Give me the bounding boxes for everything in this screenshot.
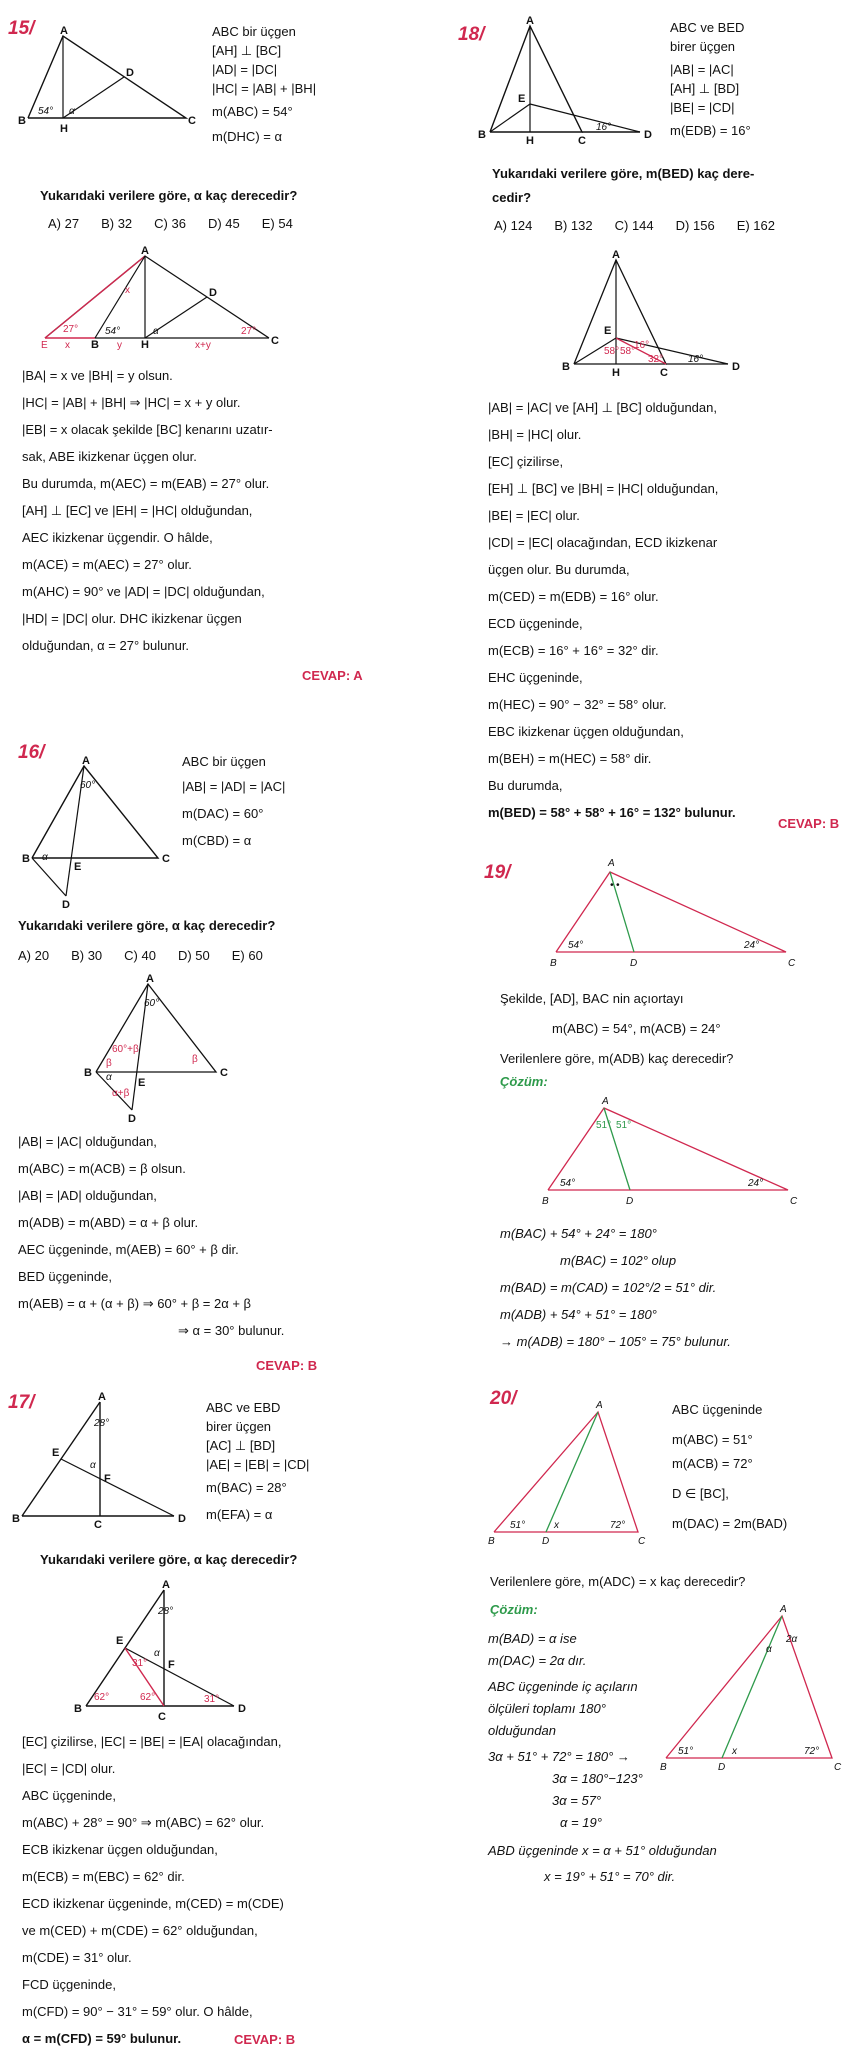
problem-15-question: Yukarıdaki verilere göre, α kaç derecedir?: [40, 188, 298, 203]
problem-20-solution: m(BAD) = α ise m(DAC) = 2α dır. ABC üçgeninde iç açıların ölçüleri toplamı 180° olduğundan 3α + 51° + 72° = 180° → 3α = 180°−123° 3α = 57° α = 19° ABD üçgeninde x = α + 51° olduğundan x = 19° + 51° = 70° dir.: [488, 1631, 717, 1884]
svg-text:54°: 54°: [560, 1178, 576, 1189]
problem-18-question-cont: cedir?: [492, 190, 532, 205]
problem-19-givens: Şekilde, [AD], BAC nin açıortayı m(ABC) = 54°, m(ACB) = 24° Verilenlere göre, m(ADB) kaç derecedir?: [500, 991, 734, 1066]
svg-text:α: α: [42, 852, 48, 863]
problem-20-cozum-label: Çözüm:: [490, 1602, 538, 1617]
svg-text:C: C: [162, 853, 170, 865]
problem-18-answer: CEVAP: B: [778, 816, 840, 831]
svg-text:E: E: [604, 325, 612, 337]
svg-text:16°: 16°: [596, 122, 612, 133]
svg-text:A: A: [608, 858, 615, 869]
svg-text:D: D: [238, 1703, 246, 1715]
svg-text:E: E: [138, 1077, 146, 1089]
svg-text:D: D: [178, 1513, 186, 1525]
svg-text:α+β: α+β: [112, 1088, 130, 1099]
svg-text:E: E: [116, 1635, 124, 1647]
problem-15-solution: |BA| = x ve |BH| = y olsun. |HC| = |AB| + |BH| ⇒ |HC| = x + y olur. |EB| = x olacak şekilde [BC] kenarını uzatır- sak, ABE ikizkenar üçgen olur. Bu durumda, m(AEC) = m(EAB) = 27° olur. [AH] ⊥ [EC] ve |EH| = |HC| olduğundan, AEC ikizkenar üçgendir. O hâlde, m(ACE) = m(AEC) = 27° olur. m(AHC) = 90° ve |AD| = |DC| olduğundan, |HD| = |DC| olur. DHC ikizkenar üçgen olduğundan, α = 27° bulunur.: [22, 368, 273, 653]
svg-text:B: B: [542, 1196, 549, 1207]
problem-15-givens: ABC bir üçgen [AH] ⊥ [BC] |AD| = |DC| |HC| = |AB| + |BH| m(ABC) = 54° m(DHC) = α: [212, 24, 317, 144]
problem-17-answer: CEVAP: B: [234, 2032, 296, 2047]
svg-text:24°: 24°: [748, 1178, 764, 1189]
svg-text:C: C: [220, 1067, 228, 1079]
svg-text:A: A: [82, 755, 90, 767]
svg-text:•: •: [610, 880, 614, 891]
svg-text:C: C: [790, 1196, 798, 1207]
svg-text:A: A: [141, 245, 149, 257]
svg-text:58°: 58°: [604, 346, 620, 357]
svg-text:16°: 16°: [634, 340, 650, 351]
problem-16-solution-figure: [84, 973, 232, 1125]
svg-text:B: B: [91, 339, 99, 351]
problem-15-solution-figure: [41, 245, 279, 351]
svg-text:31°: 31°: [204, 1694, 220, 1705]
problem-16-options: A) 20 B) 30 C) 40 D) 50 E) 60: [18, 948, 263, 963]
problem-17-solution: [EC] çizilirse, |EC| = |BE| = |EA| olacağından, |EC| = |CD| olur. ABC üçgeninde, m(ABC) + 28° = 90° ⇒ m(ABC) = 62° olur. ECB ikizkenar üçgen olduğundan, m(ECB) = m(EBC) = 62° dir. ECD ikizkenar üçgeninde, m(CED) = m(CDE) ve m(CED) + m(CDE) = 62° olduğundan, m(CDE) = 31° olur. FCD üçgeninde, m(CFD) = 90° − 31° = 59° olur. O hâlde, α = m(CFD) = 59° bulunur.: [22, 1734, 284, 2046]
svg-text:31°: 31°: [132, 1658, 148, 1669]
svg-text:B: B: [12, 1513, 20, 1525]
problem-16-givens: ABC bir üçgen |AB| = |AD| = |AC| m(DAC) = 60° m(CBD) = α: [182, 754, 286, 848]
svg-text:A: A: [98, 1391, 106, 1403]
svg-text:E: E: [52, 1447, 60, 1459]
problem-17-question: Yukarıdaki verilere göre, α kaç derecedir?: [40, 1552, 298, 1567]
problem-19-cozum-label: Çözüm:: [500, 1074, 548, 1089]
svg-text:B: B: [74, 1703, 82, 1715]
svg-text:C: C: [834, 1762, 842, 1773]
svg-text:D: D: [62, 899, 70, 911]
svg-text:E: E: [41, 340, 48, 351]
svg-text:F: F: [104, 1473, 111, 1485]
problem-18-figure: [478, 15, 656, 147]
problem-20-number: 20/: [490, 1388, 517, 1409]
svg-text:72°: 72°: [804, 1746, 820, 1757]
svg-text:32°: 32°: [648, 354, 664, 365]
problem-18-question: Yukarıdaki verilere göre, m(BED) kaç dere-: [492, 166, 755, 181]
svg-text:H: H: [141, 339, 149, 351]
svg-text:D: D: [644, 129, 652, 141]
svg-text:27°: 27°: [63, 324, 79, 335]
svg-text:C: C: [788, 958, 796, 969]
svg-text:D: D: [630, 958, 638, 969]
svg-text:C: C: [638, 1536, 646, 1547]
svg-text:51°: 51°: [510, 1520, 526, 1531]
problem-18-solution-figure: [562, 249, 750, 379]
svg-text:x: x: [65, 340, 70, 351]
svg-text:A: A: [596, 1400, 603, 1411]
svg-text:24°: 24°: [744, 940, 760, 951]
svg-text:x+y: x+y: [195, 340, 211, 351]
problem-15-number: 15/: [8, 18, 35, 39]
svg-text:B: B: [488, 1536, 495, 1547]
problem-16-answer: CEVAP: B: [256, 1358, 318, 1373]
svg-text:16°: 16°: [688, 354, 704, 365]
svg-text:B: B: [22, 853, 30, 865]
svg-text:D: D: [732, 361, 740, 373]
problem-16-number: 16/: [18, 742, 45, 763]
svg-text:54°: 54°: [568, 940, 584, 951]
svg-text:D: D: [542, 1536, 550, 1547]
svg-text:C: C: [188, 115, 196, 127]
svg-text:62°: 62°: [140, 1692, 156, 1703]
svg-text:α: α: [766, 1644, 772, 1655]
problem-15-options: A) 27 B) 32 C) 36 D) 45 E) 54: [48, 216, 293, 231]
problem-16-question: Yukarıdaki verilere göre, α kaç derecedir?: [18, 918, 276, 933]
svg-text:D: D: [126, 67, 134, 79]
problem-15-figure: [18, 25, 198, 135]
svg-text:D: D: [718, 1762, 726, 1773]
svg-text:D: D: [128, 1113, 136, 1125]
svg-text:y: y: [117, 340, 122, 351]
svg-text:A: A: [780, 1604, 787, 1615]
problem-19-number: 19/: [484, 862, 511, 883]
svg-text:B: B: [84, 1067, 92, 1079]
problem-18-options: A) 124 B) 132 C) 144 D) 156 E) 162: [494, 218, 775, 233]
svg-text:B: B: [18, 115, 26, 127]
svg-text:B: B: [478, 129, 486, 141]
svg-text:C: C: [158, 1711, 166, 1723]
svg-text:58°: 58°: [620, 346, 636, 357]
svg-text:28°: 28°: [94, 1418, 110, 1429]
problem-17-number: 17/: [8, 1392, 35, 1413]
problem-18-number: 18/: [458, 24, 485, 45]
svg-text:x: x: [125, 285, 130, 296]
svg-text:54°: 54°: [38, 106, 54, 117]
problem-17-givens: ABC ve EBD birer üçgen [AC] ⊥ [BD] |AE| = |EB| = |CD| m(BAC) = 28° m(EFA) = α: [206, 1400, 310, 1522]
svg-text:A: A: [60, 25, 68, 37]
svg-text:H: H: [612, 367, 620, 379]
svg-text:D: D: [626, 1196, 634, 1207]
problem-16-solution: |AB| = |AC| olduğundan, m(ABC) = m(ACB) = β olsun. |AB| = |AD| olduğundan, m(ADB) = m(ABD) = α + β olur. AEC üçgeninde, m(AEB) = 60° + β dir. BED üçgeninde, m(AEB) = α + (α + β) ⇒ 60° + β = 2α + β ⇒ α = 30° bulunur.: [18, 1134, 285, 1338]
svg-text:B: B: [562, 361, 570, 373]
svg-text:E: E: [518, 93, 526, 105]
svg-text:62°: 62°: [94, 1692, 110, 1703]
svg-text:•: •: [616, 880, 620, 891]
problem-18-solution: |AB| = |AC| ve [AH] ⊥ [BC] olduğundan, |BH| = |HC| olur. [EC] çizilirse, [EH] ⊥ [BC] ve |BH| = |HC| olduğundan, |BE| = |EC| olur. |CD| = |EC| olacağından, ECD ikizkenar üçgen olur. Bu durumda, m(CED) = m(EDB) = 16° olur. ECD üçgeninde, m(ECB) = 16° + 16° = 32° dir. EHC üçgeninde, m(HEC) = 90° − 32° = 58° olur. EBC ikizkenar üçgen olduğundan, m(BEH) = m(HEC) = 58° dir. Bu durumda, m(BED) = 58° + 58° + 16° = 132° bulunur.: [488, 400, 736, 820]
svg-text:H: H: [60, 123, 68, 135]
svg-text:54°: 54°: [105, 326, 121, 337]
svg-text:60°+β: 60°+β: [112, 1044, 139, 1055]
svg-text:C: C: [578, 135, 586, 147]
problem-20-question: Verilenlere göre, m(ADC) = x kaç derecedir?: [490, 1574, 746, 1589]
svg-text:C: C: [94, 1519, 102, 1531]
svg-text:x: x: [732, 1746, 737, 1757]
problem-16-figure: [22, 755, 172, 911]
svg-text:E: E: [74, 861, 82, 873]
svg-text:α: α: [90, 1460, 96, 1471]
svg-text:A: A: [602, 1096, 609, 1107]
problem-18-givens: ABC ve BED birer üçgen |AB| = |AC| [AH] ⊥ [BD] |BE| = |CD| m(EDB) = 16°: [670, 20, 751, 138]
svg-text:α: α: [106, 1072, 112, 1083]
svg-text:C: C: [660, 367, 668, 379]
problem-20-givens: ABC üçgeninde m(ABC) = 51° m(ACB) = 72° D ∈ [BC], m(DAC) = 2m(BAD): [672, 1402, 788, 1531]
svg-text:A: A: [146, 973, 154, 985]
svg-text:2α: 2α: [786, 1634, 798, 1645]
problem-17-solution-figure: [74, 1579, 262, 1726]
problem-19-solution-figure: [542, 1096, 798, 1208]
svg-text:H: H: [526, 135, 534, 147]
svg-text:27°: 27°: [241, 326, 257, 337]
svg-text:α: α: [154, 1648, 160, 1659]
svg-text:B: B: [550, 958, 557, 969]
svg-text:A: A: [526, 15, 534, 27]
svg-text:C: C: [271, 335, 279, 347]
problem-19-figure: [550, 858, 802, 972]
svg-text:F: F: [168, 1659, 175, 1671]
svg-text:60°: 60°: [144, 998, 160, 1009]
svg-text:α: α: [153, 326, 159, 337]
svg-text:α: α: [69, 106, 75, 117]
problem-20-figure: [488, 1400, 650, 1547]
svg-text:B: B: [660, 1762, 667, 1773]
svg-text:x: x: [554, 1520, 559, 1531]
svg-text:D: D: [209, 287, 217, 299]
svg-text:60°: 60°: [80, 780, 96, 791]
problem-15-answer: CEVAP: A: [302, 668, 363, 683]
problem-19-solution: m(BAC) + 54° + 24° = 180° m(BAC) = 102° olup m(BAD) = m(CAD) = 102°/2 = 51° dir. m(ADB) + 54° + 51° = 180° → m(ADB) = 180° − 105° = 75° bulunur.: [500, 1226, 731, 1349]
svg-text:51°: 51°: [678, 1746, 694, 1757]
svg-text:A: A: [162, 1579, 170, 1591]
svg-text:72°: 72°: [610, 1520, 626, 1531]
svg-text:51°: 51°: [596, 1120, 612, 1131]
svg-text:28°: 28°: [158, 1606, 174, 1617]
svg-text:β: β: [192, 1054, 198, 1065]
svg-text:β: β: [106, 1058, 112, 1069]
svg-text:A: A: [612, 249, 620, 261]
svg-text:51°: 51°: [616, 1120, 632, 1131]
